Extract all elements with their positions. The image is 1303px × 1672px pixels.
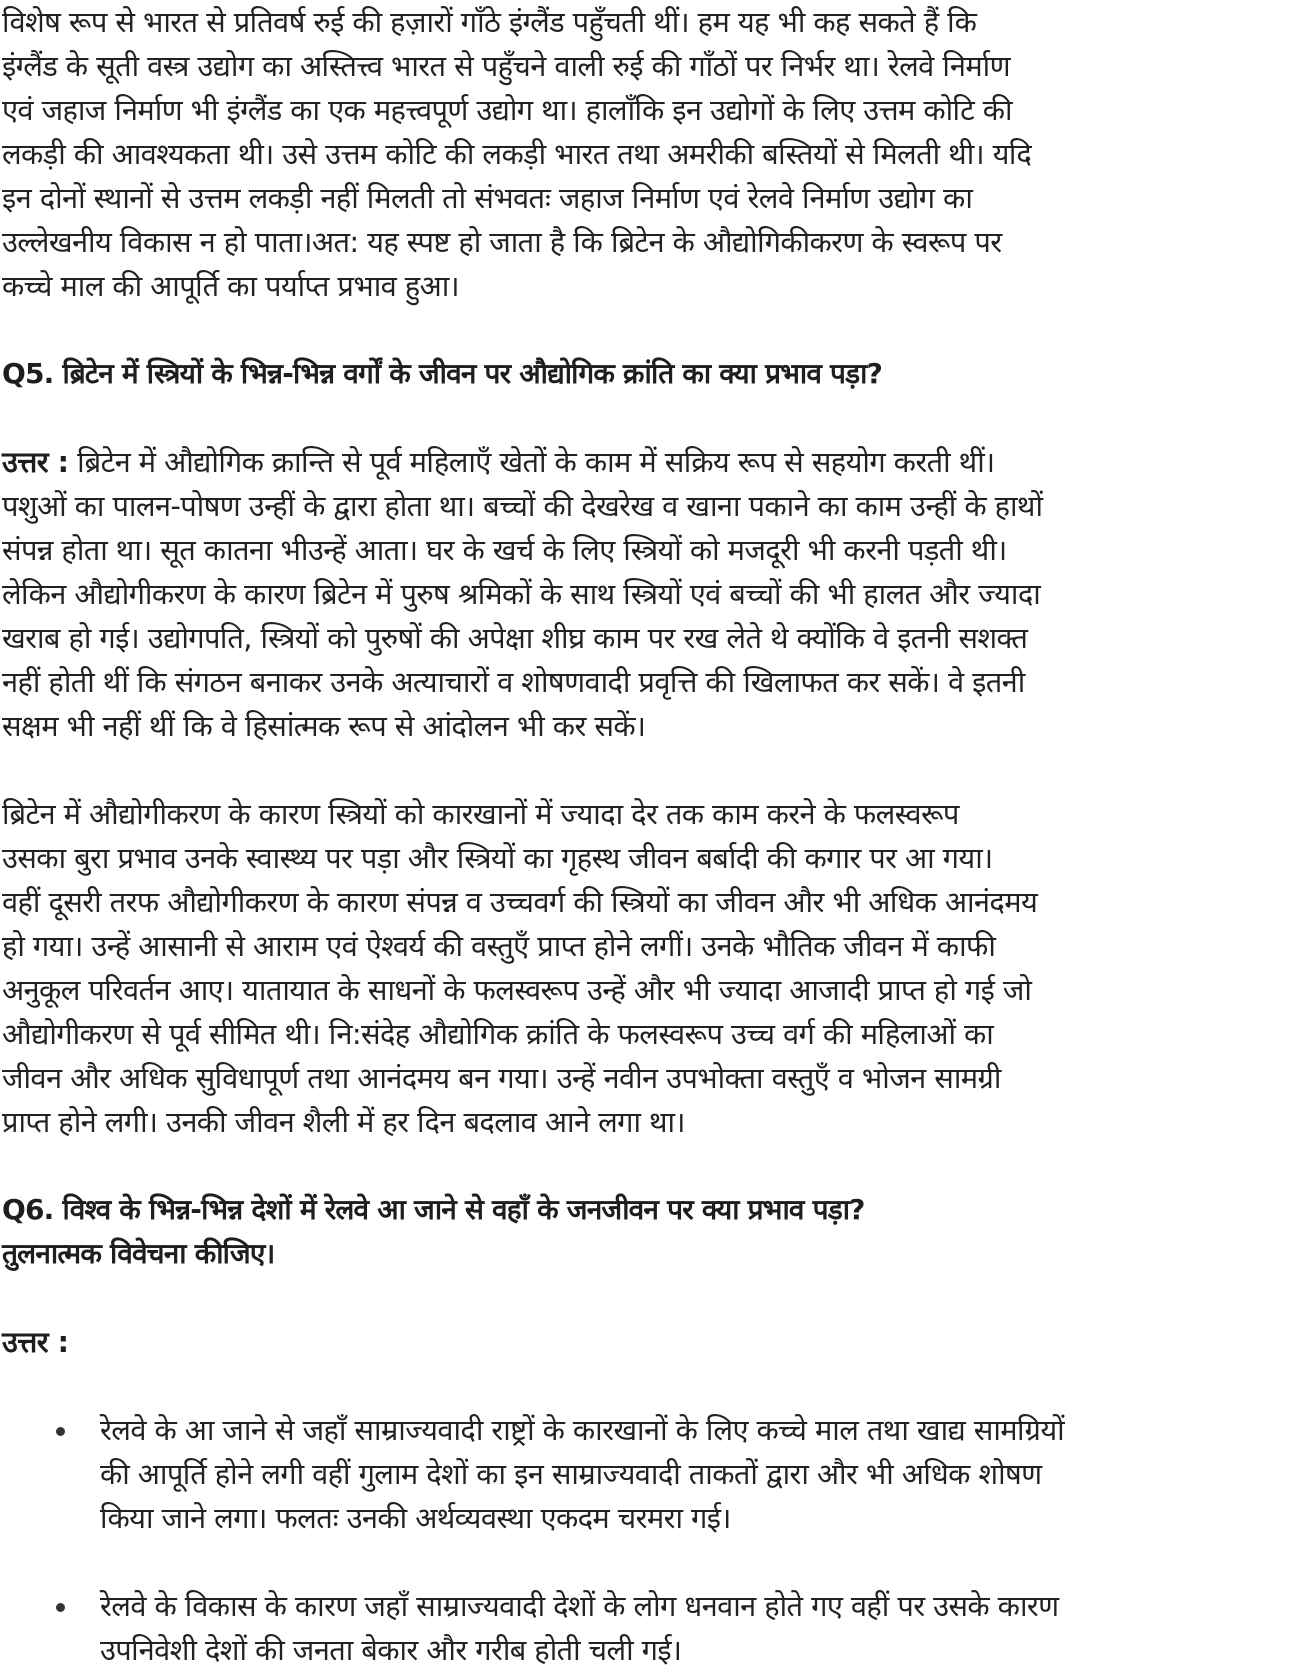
question-6-heading — [2, 1188, 1302, 1276]
document-page — [2, 0, 1302, 1672]
spacer — [2, 1144, 1302, 1188]
bullet-icon — [56, 1603, 65, 1612]
bullet-item — [2, 1408, 1302, 1540]
text-line: उल्लेखनीय विकास न हो पाता।अत: यह स्पष्ट हो जाता है कि ब्रिटेन के औद्योगिकीकरण के स्वरूप पर — [2, 225, 1002, 259]
intro-paragraph — [2, 0, 1302, 308]
text-line: पशुओं का पालन-पोषण उन्हीं के द्वारा होता था। बच्चों की देखरेख व खाना पकाने का काम उन्हीं के हाथों — [2, 489, 1043, 523]
text-line: उसका बुरा प्रभाव उनके स्वास्थ्य पर पड़ा और स्त्रियों का गृहस्थ जीवन बर्बादी की कगार पर आ गया। — [2, 841, 993, 875]
answer-label: उत्तर : — [2, 1325, 69, 1359]
text-line: औद्योगीकरण से पूर्व सीमित थी। नि:संदेह औद्योगिक क्रांति के फलस्वरूप उच्च वर्ग की महिलाओं का — [2, 1017, 994, 1051]
question-line: Q6. विश्व के भिन्न-भिन्न देशों में रेलवे आ जाने से वहाँ के जनजीवन पर क्या प्रभाव पड़ा? — [2, 1193, 865, 1226]
text-line: लकड़ी की आवश्यकता थी। उसे उत्तम कोटि की लकड़ी भारत तथा अमरीकी बस्तियों से मिलती थी। यदि — [2, 137, 1032, 171]
text-line: उपनिवेशी देशों की जनता बेकार और गरीब होती चली गई। — [100, 1633, 682, 1667]
answer-text: ब्रिटेन में औद्योगिक क्रान्ति से पूर्व महिलाएँ खेतों के काम में सक्रिय रूप से सहयोग करती थीं। — [68, 445, 995, 479]
spacer — [2, 308, 1302, 352]
spacer — [2, 1540, 1302, 1584]
text-line: खराब हो गई। उद्योगपति, स्त्रियों को पुरुषों की अपेक्षा शीघ्र काम पर रख लेते थे क्योंकि वे इतनी सशक्त — [2, 621, 1028, 655]
text-line: हो गया। उन्हें आसानी से आराम एवं ऐश्वर्य की वस्तुएँ प्राप्त होने लगीं। उनके भौतिक जीवन में काफी — [2, 929, 996, 963]
bullet-icon — [56, 1427, 65, 1436]
text-line: किया जाने लगा। फलतः उनकी अर्थव्यवस्था एकदम चरमरा गई। — [100, 1501, 731, 1535]
text-line: इन दोनों स्थानों से उत्तम लकड़ी नहीं मिलती तो संभवतः जहाज निर्माण एवं रेलवे निर्माण उद्योग का — [2, 181, 973, 215]
answer-5-paragraph-1 — [2, 440, 1302, 748]
answer-6-label-paragraph — [2, 1320, 1302, 1364]
spacer — [2, 748, 1302, 792]
text-line: विशेष रूप से भारत से प्रतिवर्ष रुई की हज़ारों गाँठे इंग्लैंड पहुँचती थीं। हम यह भी कह सकते हैं कि — [2, 5, 977, 39]
text-line: रेलवे के आ जाने से जहाँ साम्राज्यवादी राष्ट्रों के कारखानों के लिए कच्चे माल तथा खाद्य सामग्रियों — [100, 1413, 1065, 1447]
text-line: ब्रिटेन में औद्योगीकरण के कारण स्त्रियों को कारखानों में ज्यादा देर तक काम करने के फलस्वरूप — [2, 797, 959, 831]
text-line: इंग्लैंड के सूती वस्त्र उद्योग का अस्तित्त्व भारत से पहुँचने वाली रुई की गाँठों पर निर्भर था। रेलवे निर्माण — [2, 49, 1010, 83]
text-line: एवं जहाज निर्माण भी इंग्लैंड का एक महत्त्वपूर्ण उद्योग था। हालाँकि इन उद्योगों के लिए उत्तम कोटि की — [2, 93, 1012, 127]
spacer — [2, 1364, 1302, 1408]
question-5-heading — [2, 352, 1302, 396]
text-line: वहीं दूसरी तरफ औद्योगीकरण के कारण संपन्न व उच्चवर्ग की स्त्रियों का जीवन और भी अधिक आनंदमय — [2, 885, 1038, 919]
question-line: तुलनात्मक विवेचना कीजिए। — [2, 1237, 275, 1270]
spacer — [2, 396, 1302, 440]
text-line: कच्चे माल की आपूर्ति का पर्याप्त प्रभाव हुआ। — [2, 269, 459, 303]
text-line: संपन्न होता था। सूत कातना भीउन्हें आता। घर के खर्च के लिए स्त्रियों को मजदूरी भी करनी पड़ती थी। — [2, 533, 1007, 567]
bullet-item — [2, 1584, 1302, 1672]
spacer — [2, 1276, 1302, 1320]
question-line: Q5. ब्रिटेन में स्त्रियों के भिन्न-भिन्न वर्गों के जीवन पर औद्योगिक क्रांति का क्या प्रभाव पड़ा? — [2, 357, 883, 390]
text-line: जीवन और अधिक सुविधापूर्ण तथा आनंदमय बन गया। उन्हें नवीन उपभोक्ता वस्तुएँ व भोजन सामग्री — [2, 1061, 1001, 1095]
text-line: प्राप्त होने लगी। उनकी जीवन शैली में हर दिन बदलाव आने लगा था। — [2, 1105, 685, 1139]
text-line: सक्षम भी नहीं थीं कि वे हिसांत्मक रूप से आंदोलन भी कर सकें। — [2, 709, 646, 743]
text-line: नहीं होती थीं कि संगठन बनाकर उनके अत्याचारों व शोषणवादी प्रवृत्ति की खिलाफत कर सकें। वे इतनी — [2, 665, 1025, 699]
text-line: लेकिन औद्योगीकरण के कारण ब्रिटेन में पुरुष श्रमिकों के साथ स्त्रियों एवं बच्चों की भी हालत और ज्यादा — [2, 577, 1041, 611]
text-line — [2, 440, 1302, 484]
answer-6-bullet-list — [2, 1408, 1302, 1672]
text-line — [2, 1320, 1302, 1364]
answer-label: उत्तर : — [2, 445, 69, 479]
answer-5-paragraph-2 — [2, 792, 1302, 1144]
text-line: रेलवे के विकास के कारण जहाँ साम्राज्यवादी देशों के लोग धनवान होते गए वहीं पर उसके कारण — [100, 1589, 1059, 1623]
text-line: की आपूर्ति होने लगी वहीं गुलाम देशों का इन साम्राज्यवादी ताकतों द्वारा और भी अधिक शोषण — [100, 1457, 1042, 1491]
text-line: अनुकूल परिवर्तन आए। यातायात के साधनों के फलस्वरूप उन्हें और भी ज्यादा आजादी प्राप्त हो गई जो — [2, 973, 1032, 1007]
